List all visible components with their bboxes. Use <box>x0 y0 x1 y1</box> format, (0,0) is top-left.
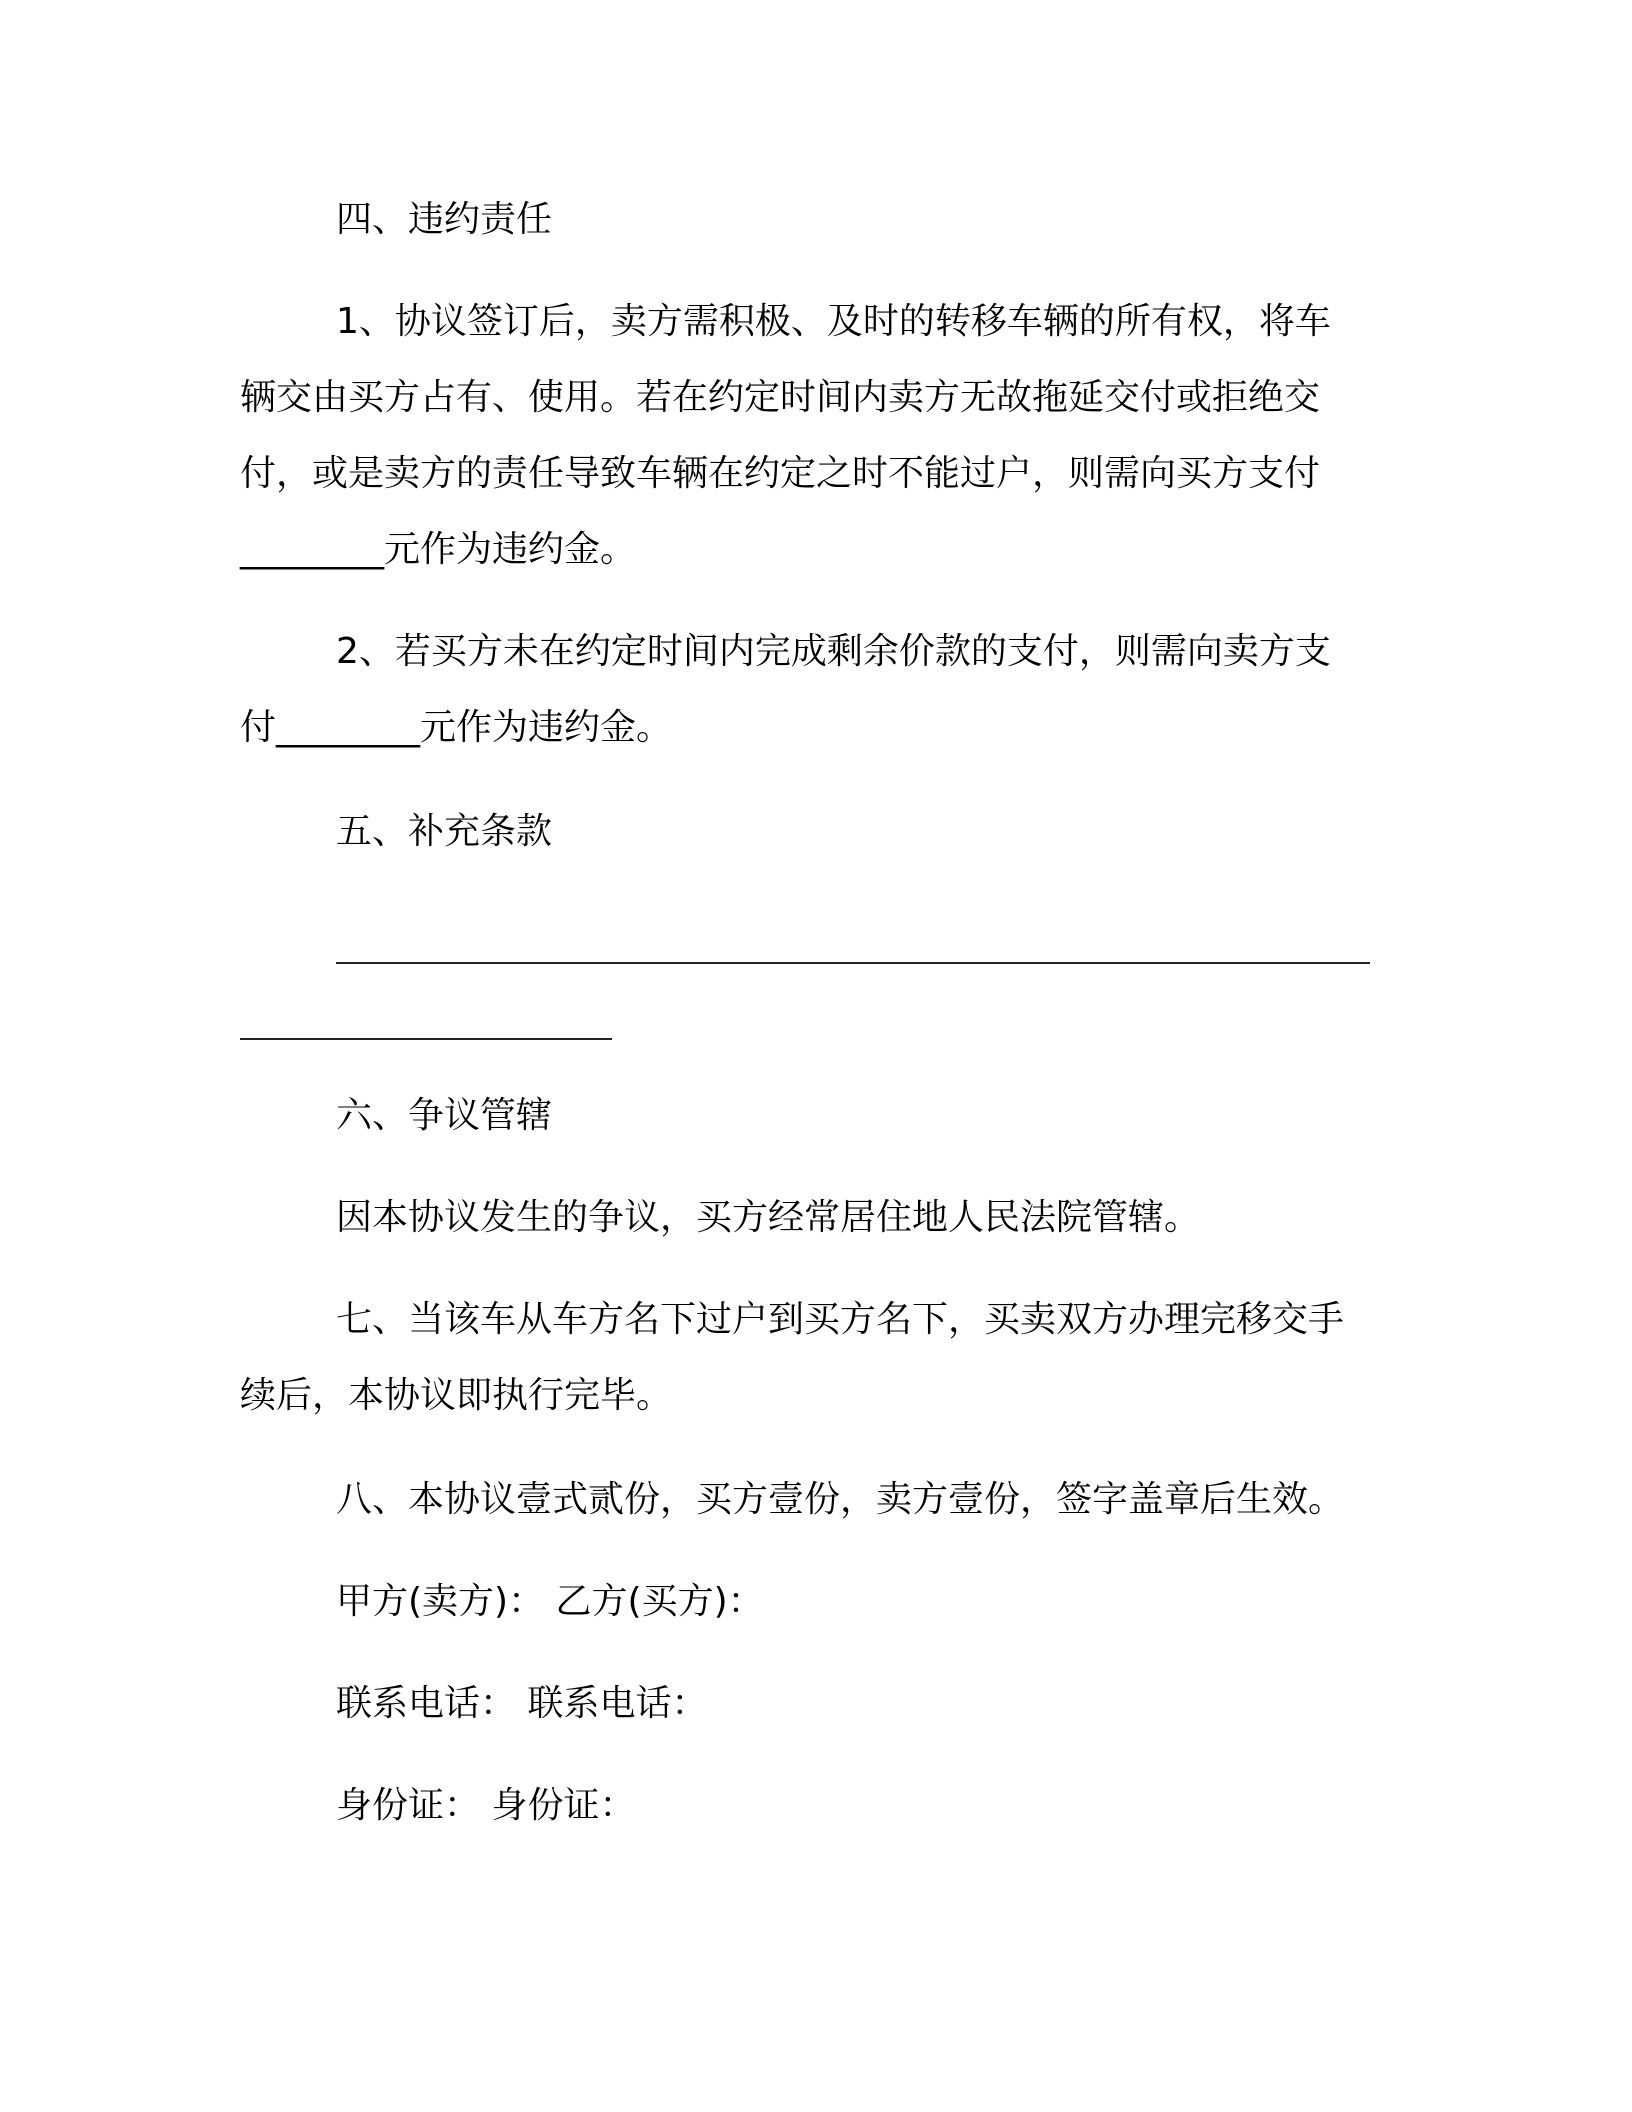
dispute-jurisdiction-text: 因本协议发生的争议，买方经常居住地人民法院管辖。 <box>336 1197 1201 1238</box>
signature-phone-line: 联系电话： 联系电话： <box>336 1683 708 1724</box>
section-heading-supplementary-terms: 五、补充条款 <box>336 811 553 852</box>
clause-1-line-1: 1、协议签订后，卖方需积极、及时的转移车辆的所有权，将车 <box>336 301 1331 342</box>
section-heading-dispute-jurisdiction: 六、争议管辖 <box>336 1095 553 1136</box>
clause-2-line-2: 付________元作为违约金。 <box>240 707 673 748</box>
clause-1-line-4: ________元作为违约金。 <box>240 529 637 570</box>
clause-7-line-2: 续后，本协议即执行完毕。 <box>240 1375 673 1416</box>
clause-1-line-3: 付，或是卖方的责任导致车辆在约定之时不能过户，则需向买方支付 <box>240 453 1321 494</box>
section-heading-breach-liability: 四、违约责任 <box>336 199 553 240</box>
clause-8-text: 八、本协议壹式贰份，买方壹份，卖方壹份，签字盖章后生效。 <box>336 1479 1345 1520</box>
clause-2-line-1: 2、若买方未在约定时间内完成剩余价款的支付，则需向卖方支 <box>336 631 1331 672</box>
supplementary-terms-blank-line-2 <box>240 1038 612 1040</box>
clause-7-line-1: 七、当该车从车方名下过户到买方名下，买卖双方办理完移交手 <box>336 1299 1345 1340</box>
signature-id-card-line: 身份证： 身份证： <box>336 1785 636 1826</box>
clause-1-line-2: 辆交由买方占有、使用。若在约定时间内卖方无故拖延交付或拒绝交 <box>240 377 1321 418</box>
signature-parties-line: 甲方(卖方)： 乙方(买方)： <box>336 1581 764 1622</box>
supplementary-terms-blank-line-1 <box>336 962 1370 964</box>
